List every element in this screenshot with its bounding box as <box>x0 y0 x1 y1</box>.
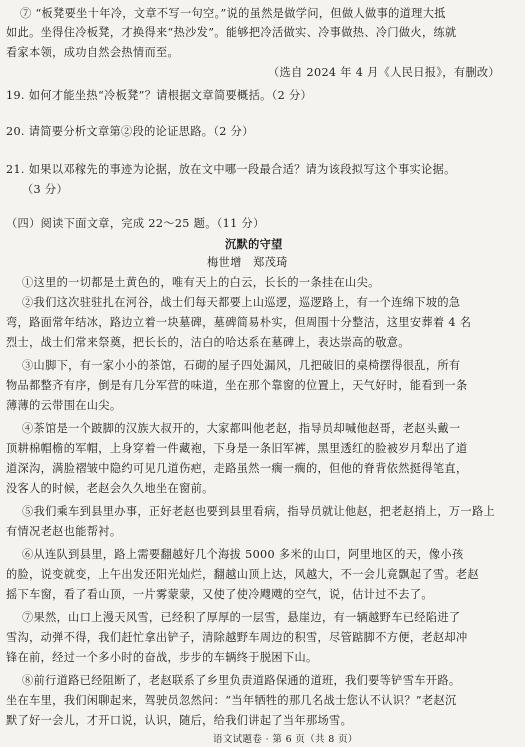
text-line: ②我们这次驻驻扎在河谷，战士们每天都要上山巡逻，巡逻路上，有一个连绵下坡的急 <box>22 296 461 309</box>
text-line: 弯，路面常年结冰，路边立着一块墓碑，墓碑简易朴实，但周围十分整洁，这里安葬着 4 名 <box>6 316 472 329</box>
text-line: （选自 2024 年 4 月《人民日报》，有删改） <box>268 66 500 79</box>
text-line: 薄薄的云带围在山尖。 <box>6 399 122 412</box>
text-line: ③山脚下，有一家小小的茶馆，石砌的屋子四处漏风，几把破旧的桌椅摆得很乱，所有 <box>22 359 461 372</box>
text-line: ①这里的一切都是土黄色的，唯有天上的白云，长长的一条挂在山尖。 <box>22 276 380 289</box>
text-line: 物品都整齐有序，倒是有几分军营的味道，坐在那个靠窗的位置上，天气好时，能看到一条 <box>6 379 468 392</box>
text-line: （3 分） <box>22 183 68 196</box>
article-title: 沉默的守望 <box>225 237 283 251</box>
text-line: 默了好一会儿，才开口说，认识，随后，给我们讲起了当年那场雪。 <box>6 714 353 727</box>
text-line: 坐在车里，我们闲聊起来，驾驶员忽然问：“当年牺牲的那几名战士您认不认识？”老赵沉 <box>6 694 457 707</box>
text-line: ⑧前行道路已经阻断了，老赵联系了乡里负责道路保通的道班，我们要等铲雪车开路。 <box>22 674 461 687</box>
text-line: 摇下车窗，看了看山顶，一片雾蒙蒙，又使了使冷飕飕的空气，说，估计过不去了。 <box>6 588 433 601</box>
text-line: （四）阅读下面文章，完成 22～25 题。（11 分） <box>6 217 265 230</box>
text-line: ⑥从连队到县里，路上需要翻越好几个海拔 5000 多米的山口，阿里地区的天，像小孩 <box>22 548 464 561</box>
text-line: 21. 如果以邓稼先的事迹为论据，放在文中哪一段最合适？请为该段拟写这个事实论据。 <box>6 163 456 176</box>
text-line: ⑤我们乘车到县里办事，正好老赵也要到县里看病，指导员就让他赵，把老赵捎上，万一路上 <box>22 505 496 518</box>
page-footer: 语文试题卷 · 第 6 页（共 8 页） <box>213 734 358 745</box>
text-line: 20. 请简要分析文章第②段的论证思路。（2 分） <box>6 125 254 138</box>
text-line: 道深沟，满脸褶皱中隐约可见几道伤疤，走路虽然一瘸一瘸的，但他的脊背依然挺得笔直， <box>6 462 468 475</box>
text-line: ⑦ “板凳要坐十年冷，文章不写一句空。”说的虽然是做学问，但做人做事的道理大抵 <box>20 7 446 20</box>
text-line: 19. 如何才能坐热“冷板凳”？请根据文章简要概括。（2 分） <box>6 89 313 102</box>
text-line: 的脸，说变就变，上午出发还阳光灿烂，翻越山顶上达，风越大，不一会儿竟飘起了雪。老赵 <box>6 568 480 581</box>
text-line: 烈士，战士们常来祭奠，把长长的，洁白的哈达系在墓碑上，表达崇高的敬意。 <box>6 336 410 349</box>
text-line: 顶耕棉帽檐的军帽，上身穿着一件藏袍，下身是一条旧军裤，黑里透红的脸被岁月犁出了道 <box>6 442 468 455</box>
text-line: ⑦果然，山口上漫天风雪，已经积了厚厚的一层雪，悬崖边，有一辆越野车已经陷进了 <box>22 611 461 624</box>
text-line: 有情况老赵也能帮衬。 <box>6 525 122 538</box>
text-line: 雪沟，动弹不得，我们赶忙拿出铲子，清除越野车周边的积雪，尽管踮脚不方便，老赵却冲 <box>6 631 468 644</box>
text-line: 看家本领，成功自然会热情而至。 <box>6 46 180 59</box>
text-line: ④茶馆是一个跛脚的汉族大叔开的，大家都叫他老赵，指导员却喊他赵哥，老赵头戴一 <box>22 422 461 435</box>
text-line: 锋在前，经过一个多小时的奋战，步步的车辆终于脱困下山。 <box>6 651 318 664</box>
text-line: 没客人的时候，老赵会久久地坐在窗前。 <box>6 482 214 495</box>
text-line: 梅世增 郑茂琦 <box>207 256 288 269</box>
text-line: 如此。坐得住冷板凳，才换得来“热沙发”。能够把冷活做实、冷事做热、冷门做火，练就 <box>6 26 457 39</box>
